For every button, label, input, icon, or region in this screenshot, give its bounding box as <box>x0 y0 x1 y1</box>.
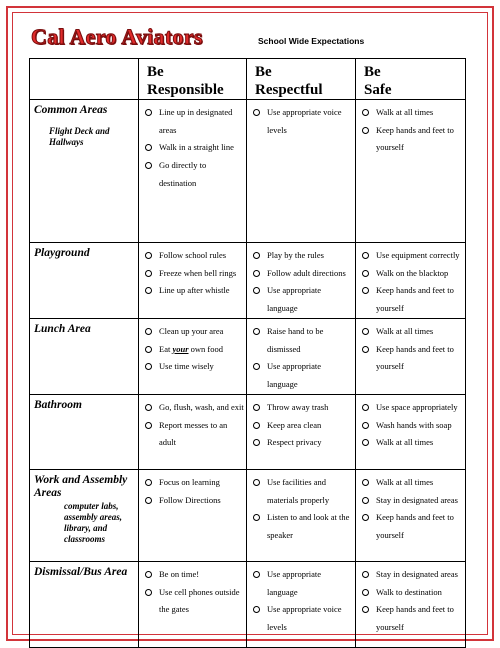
expectation-item: Keep hands and feet to yourself <box>362 282 463 317</box>
expectation-item: Go, flush, wash, and exit <box>145 399 244 417</box>
expectation-item: Use space appropriately <box>362 399 463 417</box>
responsible-cell <box>139 100 247 243</box>
area-sublabel: Flight Deck and Hallways <box>49 126 110 147</box>
safe-cell <box>356 394 466 469</box>
safe-cell <box>356 561 466 647</box>
document-subtitle: School Wide Expectations <box>258 36 365 46</box>
expectation-item: Play by the rules <box>253 247 353 265</box>
expectation-item: Walk at all times <box>362 474 463 492</box>
expectation-item: Stay in designated areas <box>362 566 463 584</box>
expectation-item: Raise hand to be dismissed <box>253 323 353 358</box>
school-title: Cal Aero Aviators <box>31 24 203 49</box>
area-sublabel: computer labs, assembly areas, library, and classrooms <box>64 500 122 544</box>
responsible-cell <box>139 318 247 394</box>
expectation-item: Line up in designated areas <box>145 104 244 139</box>
column-header-line: Be <box>255 64 272 80</box>
expectation-item: Line up after whistle <box>145 282 244 300</box>
page-header <box>31 24 471 54</box>
area-label: Playground <box>34 247 90 259</box>
expectation-item: Go directly to destination <box>145 157 244 192</box>
expectation-item: Respect privacy <box>253 434 353 452</box>
area-label: Work and Assembly Areas <box>34 473 128 499</box>
expectation-item: Use appropriate voice levels <box>253 601 353 636</box>
header-row <box>30 59 466 100</box>
respectful-cell <box>247 243 356 319</box>
expectation-item: Report messes to an adult <box>145 417 244 452</box>
table-row-work-assembly <box>30 469 466 561</box>
expectation-item: Listen to and look at the speaker <box>253 509 353 544</box>
responsible-cell <box>139 394 247 469</box>
expectation-item: Be on time! <box>145 566 244 584</box>
area-label: Bathroom <box>34 398 82 411</box>
respectful-cell <box>247 100 356 243</box>
expectation-item: Walk on the blacktop <box>362 265 463 283</box>
expectation-item: Keep area clean <box>253 417 353 435</box>
expectation-item: Stay in designated areas <box>362 492 463 510</box>
area-cell <box>30 561 139 647</box>
table-row-dismissal-bus <box>30 561 466 647</box>
safe-cell <box>356 100 466 243</box>
responsible-cell <box>139 243 247 319</box>
item-text: own food <box>188 343 223 354</box>
safe-cell <box>356 469 466 561</box>
area-label: Lunch Area <box>34 322 91 335</box>
expectation-item: Use appropriate language <box>253 282 353 317</box>
expectation-item: Walk to destination <box>362 584 463 602</box>
column-header-line: Be <box>364 64 381 80</box>
expectation-item: Follow Directions <box>145 492 244 510</box>
respectful-cell <box>247 469 356 561</box>
expectation-item <box>145 341 244 359</box>
expectation-item: Freeze when bell rings <box>145 265 244 283</box>
column-header-respectful <box>247 59 356 100</box>
responsible-cell <box>139 561 247 647</box>
column-header-responsible <box>139 59 247 100</box>
area-cell <box>30 243 139 319</box>
expectation-item: Walk in a straight line <box>145 139 244 157</box>
expectation-item: Use appropriate language <box>253 566 353 601</box>
column-header-safe <box>356 59 466 100</box>
table-row-playground <box>30 243 466 319</box>
table-row-lunch-area <box>30 318 466 394</box>
expectation-item: Use cell phones outside the gates <box>145 584 244 619</box>
safe-cell <box>356 318 466 394</box>
expectation-item: Walk at all times <box>362 104 463 122</box>
area-label: Common Areas <box>34 104 108 116</box>
emphasized-word: your <box>172 343 189 354</box>
expectation-item: Walk at all times <box>362 434 463 452</box>
respectful-cell <box>247 394 356 469</box>
column-header-line: Responsible <box>147 82 224 98</box>
area-cell <box>30 100 139 243</box>
item-text: Eat <box>159 343 173 354</box>
area-label: Dismissal/Bus Area <box>34 565 128 578</box>
expectation-item: Use time wisely <box>145 358 244 376</box>
expectation-item: Follow school rules <box>145 247 244 265</box>
column-header-line: Be <box>147 64 164 80</box>
expectation-item: Keep hands and feet to yourself <box>362 509 463 544</box>
expectation-item: Walk at all times <box>362 323 463 341</box>
expectation-item: Use equipment correctly <box>362 247 463 265</box>
respectful-cell <box>247 318 356 394</box>
table-row-bathroom <box>30 394 466 469</box>
responsible-cell <box>139 469 247 561</box>
respectful-cell <box>247 561 356 647</box>
expectation-item: Keep hands and feet to yourself <box>362 122 463 157</box>
expectation-item: Use appropriate language <box>253 358 353 393</box>
column-header-line: Respectful <box>255 82 323 98</box>
table-row-common-areas <box>30 100 466 243</box>
expectation-item: Keep hands and feet to yourself <box>362 341 463 376</box>
expectation-item: Wash hands with soap <box>362 417 463 435</box>
area-cell <box>30 394 139 469</box>
expectation-item: Use facilities and materials properly <box>253 474 353 509</box>
expectation-item: Focus on learning <box>145 474 244 492</box>
safe-cell <box>356 243 466 319</box>
expectation-item: Follow adult directions <box>253 265 353 283</box>
expectation-item: Keep hands and feet to yourself <box>362 601 463 636</box>
area-cell <box>30 469 139 561</box>
expectations-table <box>29 58 466 648</box>
corner-cell <box>30 59 139 100</box>
area-cell <box>30 318 139 394</box>
expectation-item: Use appropriate voice levels <box>253 104 353 139</box>
expectation-item: Clean up your area <box>145 323 244 341</box>
column-header-line: Safe <box>364 82 392 98</box>
expectation-item: Throw away trash <box>253 399 353 417</box>
